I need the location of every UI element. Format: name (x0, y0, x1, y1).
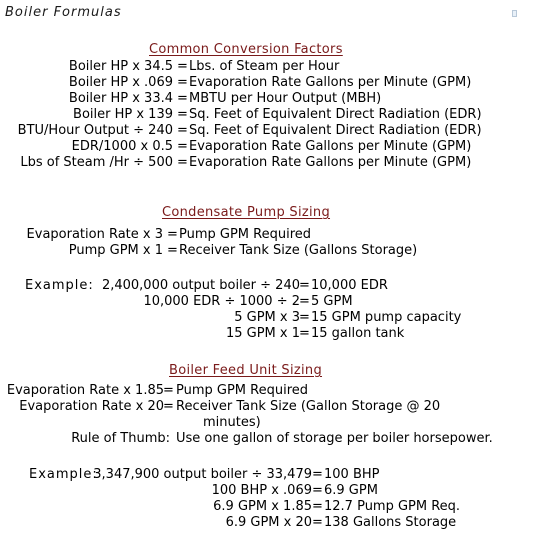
equals-sign: = (299, 310, 310, 325)
formula-row (0, 227, 544, 243)
example-lhs: 5 GPM x 3 (234, 310, 300, 325)
example-rhs: 100 BHP (324, 467, 380, 482)
rule-of-thumb-label: Rule of Thumb: (71, 431, 170, 446)
example-lhs: 3,347,900 output boiler ÷ 33,479 (93, 467, 312, 482)
formula-row (0, 123, 544, 139)
example-rhs: 15 GPM pump capacity (311, 310, 462, 325)
formula-rhs: Evaporation Rate Gallons per Minute (GPM) (189, 139, 472, 154)
example-rhs: 12.7 Pump GPM Req. (324, 499, 461, 514)
formula-lhs: Lbs of Steam /Hr ÷ 500 (20, 155, 173, 170)
formula-rhs: Pump GPM Required (176, 383, 309, 398)
example-lhs: 2,400,000 output boiler ÷ 240 (101, 278, 300, 293)
example-row (0, 483, 544, 499)
equals-sign: = (312, 499, 323, 514)
equals-sign: = (312, 467, 323, 482)
formula-lhs: Evaporation Rate x 1.85 (6, 383, 164, 398)
formula-row (0, 75, 544, 91)
formula-lhs: Pump GPM x 1 (68, 243, 163, 258)
heading-condensate: Condensate Pump Sizing (162, 205, 331, 220)
equals-sign: = (167, 243, 178, 258)
formula-rhs: Lbs. of Steam per Hour (189, 59, 340, 74)
corner-mark (512, 10, 517, 17)
example-row (0, 515, 544, 531)
formula-row (0, 399, 544, 415)
formula-lhs: Boiler HP x .069 (68, 75, 173, 90)
example-lhs: 10,000 EDR ÷ 1000 ÷ 2 (143, 294, 300, 309)
formula-rhs: MBTU per Hour Output (MBH) (189, 91, 382, 106)
example-lhs: 6.9 GPM x 20 (225, 515, 312, 530)
equals-sign: = (177, 107, 188, 122)
formula-row (0, 107, 544, 123)
formula-row (0, 59, 544, 75)
example-rhs: 138 Gallons Storage (324, 515, 457, 530)
example-row (0, 499, 544, 515)
equals-sign: = (177, 59, 188, 74)
example-label: Example: (29, 467, 98, 482)
equals-sign: = (177, 155, 188, 170)
example-lhs: 100 BHP x .069 (211, 483, 312, 498)
formula-lhs: Boiler HP x 33.4 (68, 91, 173, 106)
formula-rhs: Evaporation Rate Gallons per Minute (GPM) (189, 75, 472, 90)
equals-sign: = (312, 515, 323, 530)
formula-row (0, 139, 544, 155)
equals-sign: = (177, 91, 188, 106)
example-rhs: 5 GPM (311, 294, 353, 309)
formula-lhs: Boiler HP x 34.5 (68, 59, 173, 74)
equals-sign: = (177, 75, 188, 90)
formula-rhs: Sq. Feet of Equivalent Direct Radiation (EDR) (189, 123, 482, 138)
equals-sign: = (312, 483, 323, 498)
example-lhs: 15 GPM x 1 (225, 326, 300, 341)
equals-sign: = (177, 123, 188, 138)
example-row (0, 326, 544, 342)
equals-sign: = (299, 294, 310, 309)
equals-sign: = (299, 278, 310, 293)
rule-of-thumb-text: Use one gallon of storage per boiler horsepower. (176, 431, 493, 446)
formula-rhs: Receiver Tank Size (Gallons Storage) (179, 243, 418, 258)
formula-lhs: Boiler HP x 139 (73, 107, 173, 122)
formula-rhs: Pump GPM Required (179, 227, 312, 242)
formula-row (0, 383, 544, 399)
formula-lhs: Evaporation Rate x 3 (26, 227, 163, 242)
formula-row (0, 91, 544, 107)
example-lhs: 6.9 GPM x 1.85 (213, 499, 312, 514)
equals-sign: = (299, 326, 310, 341)
page-title: Boiler Formulas (5, 5, 122, 20)
formula-rhs-continued: minutes) (203, 415, 261, 430)
example-rhs: 10,000 EDR (311, 278, 388, 293)
formula-lhs: EDR/1000 x 0.5 (71, 139, 173, 154)
equals-sign: = (167, 227, 178, 242)
example-row (0, 467, 544, 483)
example-rhs: 6.9 GPM (324, 483, 378, 498)
formula-lhs: Evaporation Rate x 20 (19, 399, 164, 414)
equals-sign: = (177, 139, 188, 154)
heading-feed: Boiler Feed Unit Sizing (169, 363, 323, 378)
formula-rhs: Sq. Feet of Equivalent Direct Radiation (EDR) (189, 107, 482, 122)
example-row (0, 294, 544, 310)
formula-rhs: Receiver Tank Size (Gallon Storage @ 20 (176, 399, 441, 414)
formula-row (0, 155, 544, 171)
example-row (0, 278, 544, 294)
formula-row (0, 243, 544, 259)
example-row (0, 310, 544, 326)
equals-sign: = (163, 383, 174, 398)
example-label: Example: (25, 278, 94, 293)
example-rhs: 15 gallon tank (311, 326, 405, 341)
formula-lhs: BTU/Hour Output ÷ 240 (17, 123, 173, 138)
heading-conversion: Common Conversion Factors (149, 42, 343, 57)
equals-sign: = (163, 399, 174, 414)
formula-rhs: Evaporation Rate Gallons per Minute (GPM) (189, 155, 472, 170)
